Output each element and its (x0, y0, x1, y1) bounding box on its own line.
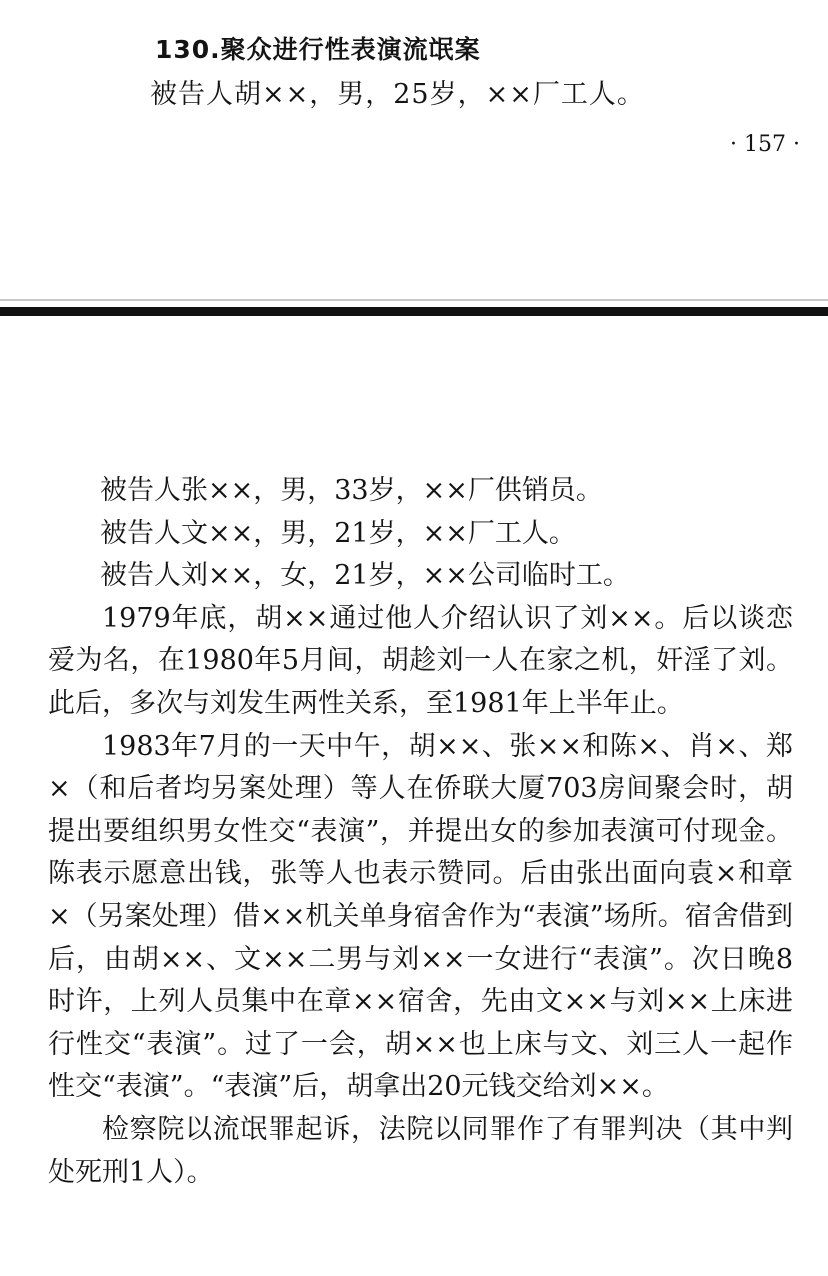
defendant-wen-line: 被告人文××，男，21岁，××厂工人。 (100, 517, 576, 549)
page-number: · 157 · (730, 132, 800, 157)
paragraph-verdict: 检察院以流氓罪起诉，法院以同罪作了有罪判决（其中判处死刑1人）。 (48, 1113, 793, 1188)
case-body (48, 470, 793, 1194)
page-divider (0, 307, 828, 316)
defendant-zhang-line: 被告人张××，男，33岁，××厂供销员。 (100, 475, 603, 506)
paragraph-facts: 1983年7月的一天中午，胡××、张××和陈×、肖×、郑×（和后者均另案处理）等人在侨联大厦703房间聚会时，胡提出要组织男女性交“表演”，并提出女的参加表演可付现金。陈表示愿意出钱，张等人也表示赞同。后由张出面向袁×和章×（另案处理）借××机关单身宿舍作为“表演”场所。宿舍借到后，由胡××、文××二男与刘××一女进行“表演”。次日晚8时许，上列人员集中在章××宿舍，先由文××与刘××上床进行性交“表演”。过了一会，胡××也上床与文、刘三人一起作性交“表演”。“表演”后，胡拿出20元钱交给刘××。 (48, 730, 793, 1103)
paragraph-background: 1979年底，胡××通过他人介绍认识了刘××。后以谈恋爱为名，在1980年5月间，胡趁刘一人在家之机，奸淫了刘。此后，多次与刘发生两性关系，至1981年上半年止。 (48, 602, 793, 719)
defendant-liu-line: 被告人刘××，女，21岁，××公司临时工。 (100, 560, 630, 592)
page-gap-line (0, 299, 828, 301)
case-title: 130.聚众进行性表演流氓案 (155, 35, 481, 64)
defendant-hu-line: 被告人胡××，男，25岁，××厂工人。 (150, 79, 645, 110)
